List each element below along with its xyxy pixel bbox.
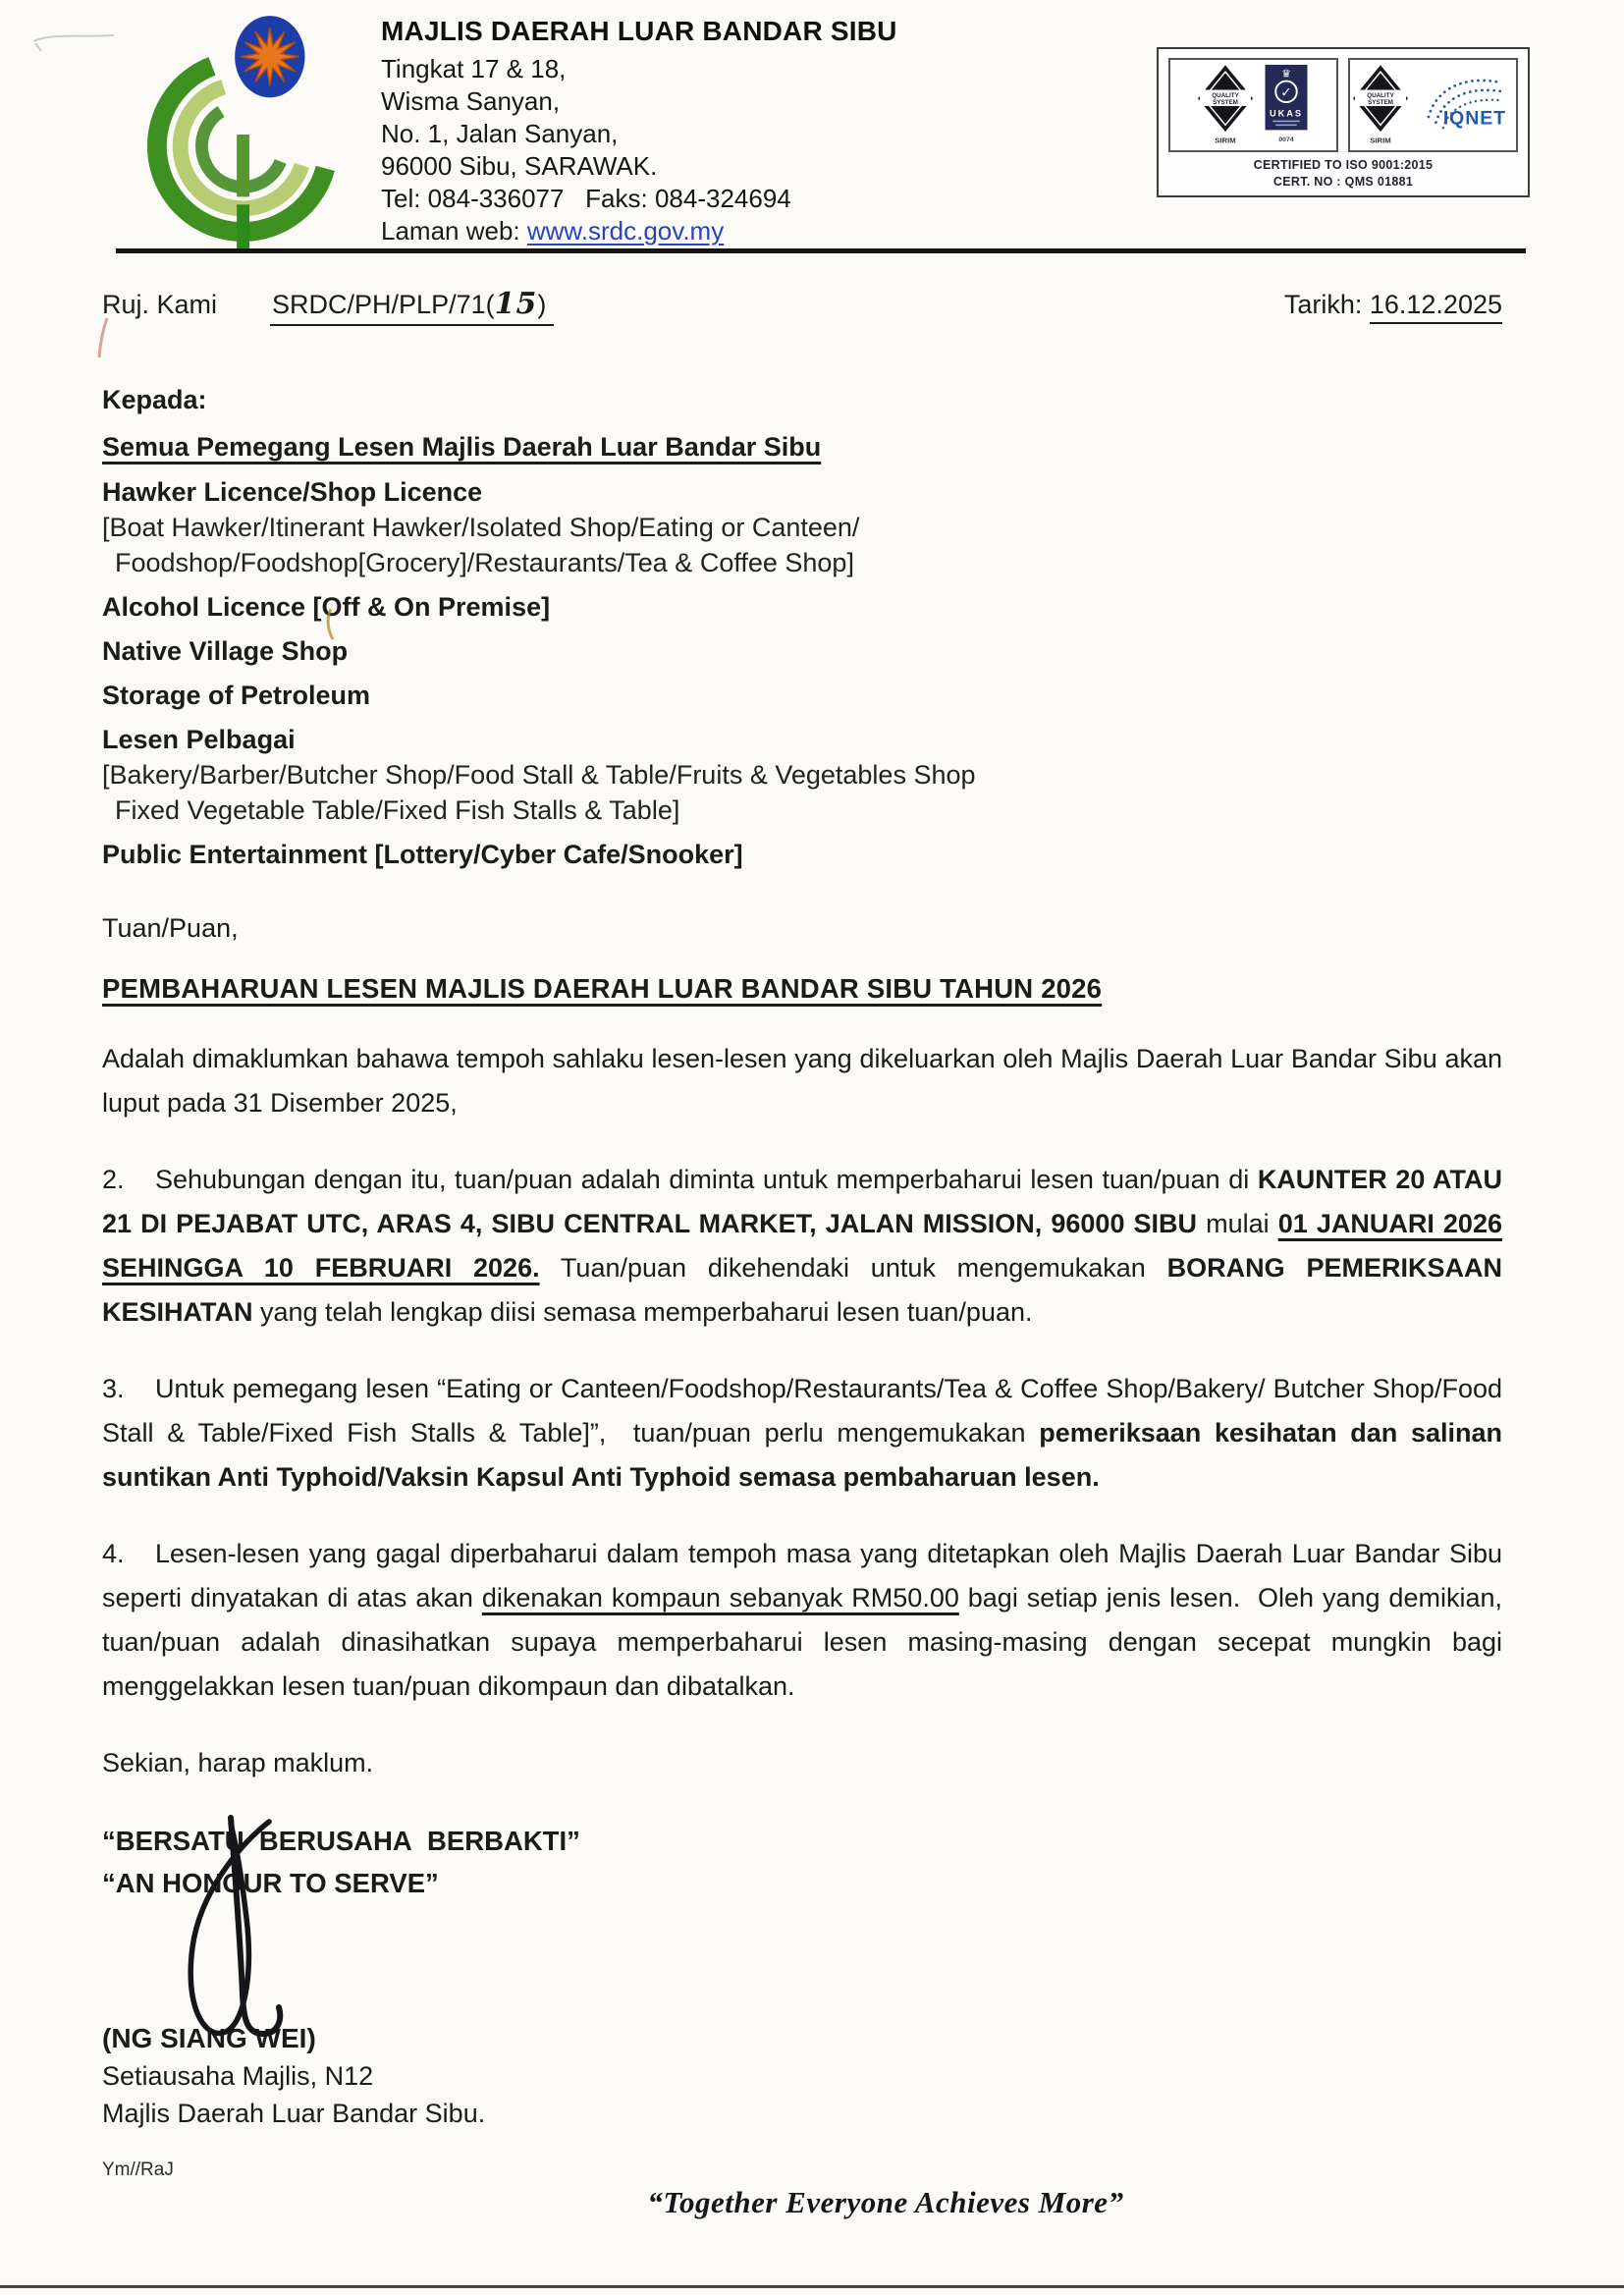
signer-organisation: Majlis Daerah Luar Bandar Sibu. — [102, 2099, 486, 2128]
svg-text:SYSTEM: SYSTEM — [1212, 99, 1238, 107]
phone-fax-line: Tel: 084-336077 Faks: 084-324694 — [381, 184, 791, 213]
paragraph-3: 3. Untuk pemegang lesen “Eating or Canteen/Foodshop/Restaurants/Tea & Coffee Shop/Bakery/ Butcher Shop/Food Stall & Table/Fixed Fish Stalls & Table]”, tuan/puan perlu mengemukakan pemeriksaan kesihatan dan salinan suntikan Anti Typhoid/Vaksin Kapsul Anti Typhoid semasa pembaharuan lesen. — [102, 1367, 1502, 1500]
address-line: Tingkat 17 & 18, — [381, 54, 567, 83]
paragraph-number: 3. — [102, 1374, 125, 1403]
ref-label: Ruj. Kami — [102, 290, 218, 319]
header-divider — [116, 248, 1526, 253]
address-line: Wisma Sanyan, — [381, 86, 561, 116]
council-logo — [145, 10, 359, 253]
svg-text:✓: ✓ — [1279, 84, 1292, 100]
svg-text:SYSTEM: SYSTEM — [1367, 99, 1393, 107]
sirim-diamond-icon — [1351, 63, 1410, 147]
address-line: No. 1, Jalan Sanyan, — [381, 119, 619, 148]
subject-line: PEMBAHARUAN LESEN MAJLIS DAERAH LUAR BANDAR SIBU TAHUN 2026 — [102, 973, 1103, 1004]
slogan-malay: “BERSATU BERUSAHA BERBAKTI” — [102, 1826, 580, 1856]
scan-edge-line — [0, 2285, 1624, 2288]
scan-smudge — [29, 27, 118, 57]
svg-text:QUALITY: QUALITY — [1366, 91, 1394, 99]
sirim-diamond-icon — [1196, 63, 1255, 147]
svg-text:0074: 0074 — [1277, 137, 1294, 144]
svg-text:UKAS: UKAS — [1269, 108, 1303, 119]
paragraph-4: 4. Lesen-lesen yang gagal diperbaharui dalam tempoh masa yang ditetapkan oleh Majlis Daerah Luar Bandar Sibu seperti dinyatakan di atas akan dikenakan kompaun sebanyak RM50.00 bagi setiap jenis lesen. Oleh yang demikian, tuan/puan adalah dinasihatkan supaya memperbaharui lesen masing-masing dengan secepat mungkin bagi menggelakkan lesen tuan/puan dikompaun dan dibatalkan. — [102, 1532, 1502, 1709]
cert-line-1: CERTIFIED TO ISO 9001:2015 — [1253, 158, 1434, 172]
svg-text:IQNET: IQNET — [1442, 107, 1506, 130]
signature-area — [102, 1904, 1502, 2020]
licence-item: Lesen Pelbagai [Bakery/Barber/Butcher Shop/Food Stall & Table/Fruits & Vegetables Shop Fixed Vegetable Table/Fixed Fish Stalls & Table] — [102, 725, 976, 825]
recipient-line: Semua Pemegang Lesen Majlis Daerah Luar Bandar Sibu — [102, 432, 822, 462]
sirim-ukas-badge — [1168, 58, 1338, 152]
date-field — [1284, 290, 1502, 320]
sirim-iqnet-badge — [1348, 58, 1518, 152]
svg-text:SIRIM: SIRIM — [1369, 136, 1391, 145]
iso-certification-badges — [1157, 47, 1530, 197]
footer-motto: “Together Everyone Achieves More” — [647, 2185, 1124, 2219]
iqnet-icon — [1416, 63, 1516, 147]
svg-text:QUALITY: QUALITY — [1211, 91, 1239, 99]
licence-item: Hawker Licence/Shop Licence [Boat Hawker/Itinerant Hawker/Isolated Shop/Eating or Canteen/ Foodshop/Foodshop[Grocery]/Restaurants/Tea & Coffee Shop] — [102, 477, 860, 577]
svg-text:SIRIM: SIRIM — [1214, 136, 1236, 145]
paragraph-1: Adalah dimaklumkan bahawa tempoh sahlaku lesen-lesen yang dikeluarkan oleh Majlis Daerah Luar Bandar Sibu akan luput pada 31 Disember 2025, — [102, 1044, 1502, 1118]
address-line: 96000 Sibu, SARAWAK. — [381, 151, 658, 181]
svg-text:♛: ♛ — [1280, 68, 1291, 81]
ukas-icon — [1261, 63, 1312, 147]
website-line — [381, 215, 897, 247]
letterhead — [381, 16, 897, 247]
org-name: MAJLIS DAERAH LUAR BANDAR SIBU — [381, 16, 897, 46]
licence-item: Alcohol Licence [Off & On Premise] — [102, 592, 551, 622]
slogan-english: “AN HONOUR TO SERVE” — [102, 1868, 439, 1898]
handwritten-ref-number: 15 — [494, 287, 538, 321]
paragraph-number: 4. — [102, 1539, 125, 1568]
licence-item: Native Village Shop — [102, 636, 349, 666]
paragraph-2: 2. Sehubungan dengan itu, tuan/puan adalah diminta untuk memperbaharui lesen tuan/puan di KAUNTER 20 ATAU 21 DI PEJABAT UTC, ARAS 4, SIBU CENTRAL MARKET, JALAN MISSION, 96000 SIBU mulai 01 JANUARI 2026 SEHINGGA 10 FEBRUARI 2026. Tuan/puan dikehendaki untuk mengemukakan BORANG PEMERIKSAAN KESIHATAN yang telah lengkap diisi semasa memperbaharui lesen tuan/puan. — [102, 1158, 1502, 1335]
paragraph-number: 2. — [102, 1165, 125, 1194]
cert-line-2: CERT. NO : QMS 01881 — [1272, 175, 1414, 189]
signer-title: Setiausaha Majlis, N12 — [102, 2061, 374, 2091]
cert-caption — [1168, 157, 1518, 191]
signer-name: (NG SIANG WEI) — [102, 2023, 316, 2053]
closing-line: Sekian, harap maklum. — [102, 1748, 374, 1777]
website-link: www.srdc.gov.my — [526, 216, 725, 246]
kepada-label: Kepada: — [102, 385, 207, 414]
reference-row — [102, 287, 1502, 326]
salutation: Tuan/Puan, — [102, 913, 239, 943]
date-value: 16.12.2025 — [1370, 290, 1502, 324]
addressee-section — [102, 383, 1502, 872]
licence-item: Public Entertainment [Lottery/Cyber Cafe/Snooker] — [102, 840, 743, 869]
licence-item: Storage of Petroleum — [102, 681, 371, 710]
date-label: Tarikh: — [1283, 290, 1370, 319]
letter-body — [102, 287, 1502, 2220]
ref-code: SRDC/PH/PLP/71(15) — [270, 287, 554, 326]
typist-initials: Ym//RaJ — [102, 2159, 174, 2180]
website-label: Laman web: — [381, 216, 527, 246]
